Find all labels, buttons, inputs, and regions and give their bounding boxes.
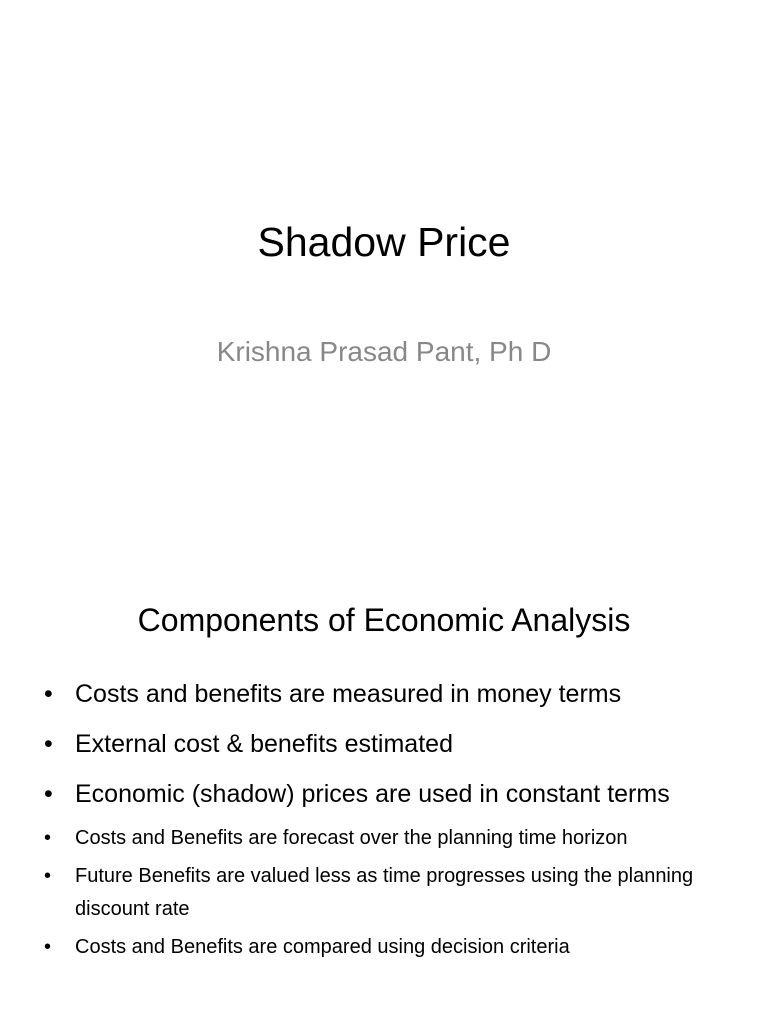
list-item-text: Future Benefits are valued less as time progresses using the planning discount rate <box>75 865 694 920</box>
bullet-icon: • <box>44 680 53 708</box>
list-item <box>0 860 768 926</box>
list-item <box>0 772 768 816</box>
list-item-text: Costs and Benefits are compared using decision criteria <box>75 936 570 958</box>
bullet-icon: • <box>44 865 52 887</box>
list-item <box>0 722 768 766</box>
list-item-text: External cost & benefits estimated <box>75 730 453 758</box>
bullet-icon: • <box>44 730 53 758</box>
bullet-icon: • <box>44 780 53 808</box>
bullet-list <box>0 672 768 969</box>
slide-heading: Components of Economic Analysis <box>137 602 631 638</box>
list-item-text: Costs and benefits are measured in money terms <box>75 680 622 708</box>
list-item <box>0 931 768 964</box>
content-slide <box>0 580 768 1024</box>
list-item-text: Economic (shadow) prices are used in constant terms <box>75 780 670 808</box>
list-item <box>0 672 768 716</box>
bullet-icon: • <box>44 936 52 958</box>
slide-subtitle: Krishna Prasad Pant, Ph D <box>216 336 552 367</box>
list-item-text: Costs and Benefits are forecast over the planning time horizon <box>75 827 628 849</box>
list-item <box>0 822 768 855</box>
slide-title: Shadow Price <box>257 219 511 265</box>
bullet-icon: • <box>44 827 52 849</box>
